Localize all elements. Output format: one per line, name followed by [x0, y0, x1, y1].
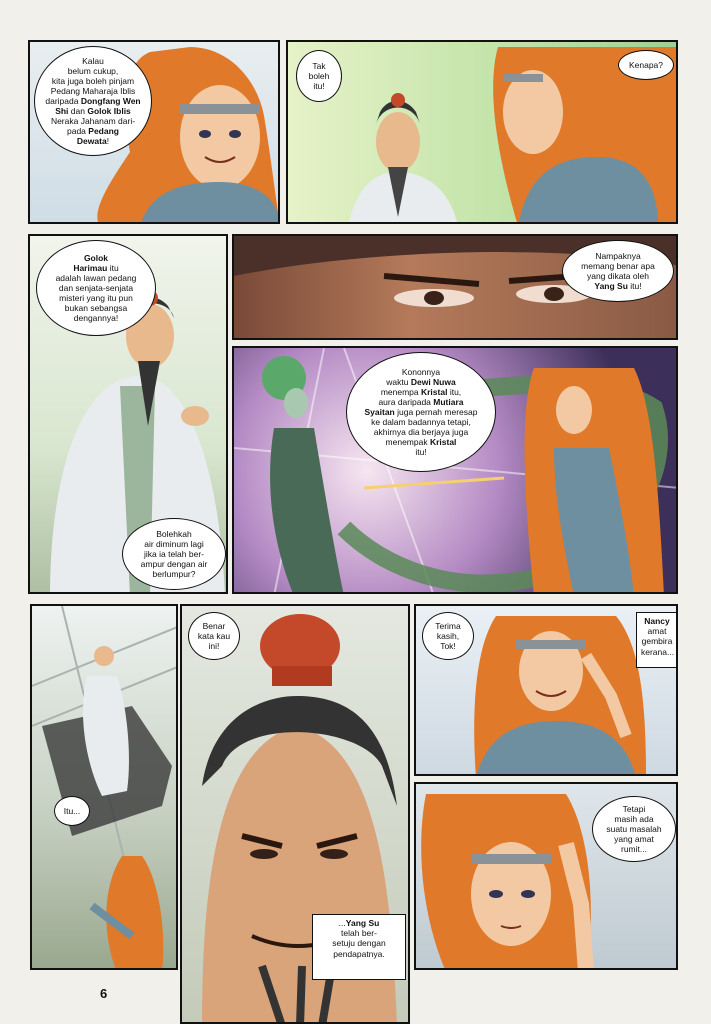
- overhead-scene-figures: [32, 606, 178, 970]
- speech-bubble-that: [54, 796, 90, 826]
- text-line: kasih,: [436, 630, 460, 641]
- text-line: Itu...: [63, 805, 81, 816]
- text-line: rumit...: [621, 844, 647, 855]
- text-line: ke dalam badannya tetapi,: [371, 417, 471, 427]
- speech-bubble-thank-you: [422, 612, 474, 660]
- text-line: kita juga boleh pinjam: [51, 75, 135, 86]
- text-line: itu: [107, 262, 119, 273]
- text-line: itu!: [627, 281, 642, 292]
- speech-bubble-goddess-nuwa: [346, 352, 496, 472]
- speech-bubble-you-are-right: [188, 612, 240, 660]
- narration-caption-agreed: [312, 914, 406, 980]
- text-line: Nampaknya: [595, 250, 641, 261]
- name-bold: Golok Iblis: [87, 106, 131, 116]
- narration-caption-nancy-happy: [636, 612, 678, 668]
- text-line: jika ia telah ber-: [143, 548, 204, 559]
- name-bold: Yang Su: [594, 281, 628, 292]
- speech-bubble-seems-true: [562, 240, 674, 302]
- text-line: amat: [647, 626, 667, 637]
- text-line: ini!: [208, 641, 220, 651]
- page-number: 6: [100, 986, 108, 1001]
- text-line: adalah lawan pedang: [55, 272, 137, 283]
- text-line: dan: [68, 106, 88, 116]
- text-line: boleh: [308, 70, 330, 81]
- text-line: masih ada: [614, 813, 654, 824]
- text-line: kerana...: [641, 646, 675, 657]
- name-bold: Shi: [55, 106, 69, 116]
- text-line: berlumpur?: [152, 569, 196, 580]
- text-line: akhirnya dia berjaya juga: [373, 427, 469, 438]
- text-line: yang dikata oleh: [587, 271, 649, 281]
- text-line: menempa: [380, 386, 421, 397]
- text-line: waktu: [386, 376, 411, 387]
- text-line: Neraka Jahanam dari-: [50, 116, 136, 127]
- name-bold: Dewi Nuwa: [410, 376, 456, 387]
- text-line: itu!: [313, 81, 325, 91]
- panel-2: [286, 40, 678, 224]
- text-line: kata kau: [197, 630, 231, 641]
- text-line: Pedang Maharaja Iblis: [50, 85, 136, 96]
- panel-8: [414, 604, 678, 776]
- panel-7: [180, 604, 410, 1024]
- speech-bubble-muddy-water: [122, 518, 226, 590]
- text-line: dengannya!: [73, 313, 119, 324]
- text-line: belum cukup,: [67, 65, 119, 76]
- text-line: itu!: [415, 447, 427, 458]
- text-line: misteri yang itu pun: [59, 293, 133, 303]
- name-bold: Syaitan: [364, 406, 395, 417]
- text-line: !: [106, 136, 110, 147]
- panel-9: [414, 782, 678, 970]
- text-line: telah ber-: [341, 928, 377, 939]
- name-bold: Dongfang Wen: [80, 95, 141, 106]
- text-line: Tok!: [440, 641, 456, 651]
- text-line: Terima: [435, 620, 461, 631]
- text-line: pada: [67, 126, 89, 137]
- name-bold: Pedang: [88, 126, 119, 137]
- speech-bubble-complex-problem: [592, 796, 676, 862]
- text-line: yang amat: [614, 834, 654, 844]
- text-line: Kenapa?: [628, 59, 664, 70]
- speech-bubble-why: [618, 50, 674, 80]
- panel-1: [28, 40, 280, 224]
- text-line: aura daripada: [378, 396, 434, 407]
- text-line: menempak: [385, 437, 430, 448]
- name-bold: Yang Su: [345, 918, 380, 928]
- text-line: gembira: [641, 636, 673, 647]
- panel-5: [232, 346, 678, 594]
- text-line: pendapatnya.: [333, 948, 385, 959]
- speech-bubble-cannot: [296, 50, 342, 102]
- text-line: daripada: [45, 95, 81, 106]
- text-line: Benar: [202, 620, 226, 631]
- text-line: Kalau: [82, 55, 104, 66]
- text-line: dan senjata-senjata: [58, 282, 134, 293]
- name-bold: Dewata: [76, 136, 107, 147]
- name-bold: Mutiara: [433, 396, 464, 407]
- name-bold: Kristal: [420, 386, 448, 397]
- text-line: air diminum lagi: [144, 538, 204, 549]
- text-line: Kononnya: [401, 366, 441, 377]
- panel-6: [30, 604, 178, 970]
- text-line: bukan sebangsa: [64, 303, 128, 314]
- text-line: memang benar apa: [581, 260, 655, 271]
- text-line: juga pernah meresap: [394, 406, 478, 417]
- panel-3: [28, 234, 228, 594]
- speech-bubble-tiger-sabre: [36, 240, 156, 336]
- panel-4: [232, 234, 678, 340]
- name-bold: Nancy: [644, 616, 670, 626]
- text-line: Bolehkah: [156, 528, 192, 539]
- speech-bubble-borrow-swords: [34, 46, 152, 156]
- text-line: suatu masalah: [606, 823, 662, 834]
- text-line: Tak: [312, 60, 326, 71]
- name-bold: Golok: [83, 252, 109, 263]
- name-bold: Kristal: [429, 437, 457, 448]
- text-line: ampur dengan air: [140, 559, 208, 569]
- name-bold: Harimau: [73, 262, 108, 273]
- text-line: Tetapi: [622, 803, 646, 814]
- text-line: ...: [338, 918, 346, 928]
- text-line: setuju dengan: [332, 938, 386, 949]
- text-line: itu,: [447, 386, 462, 397]
